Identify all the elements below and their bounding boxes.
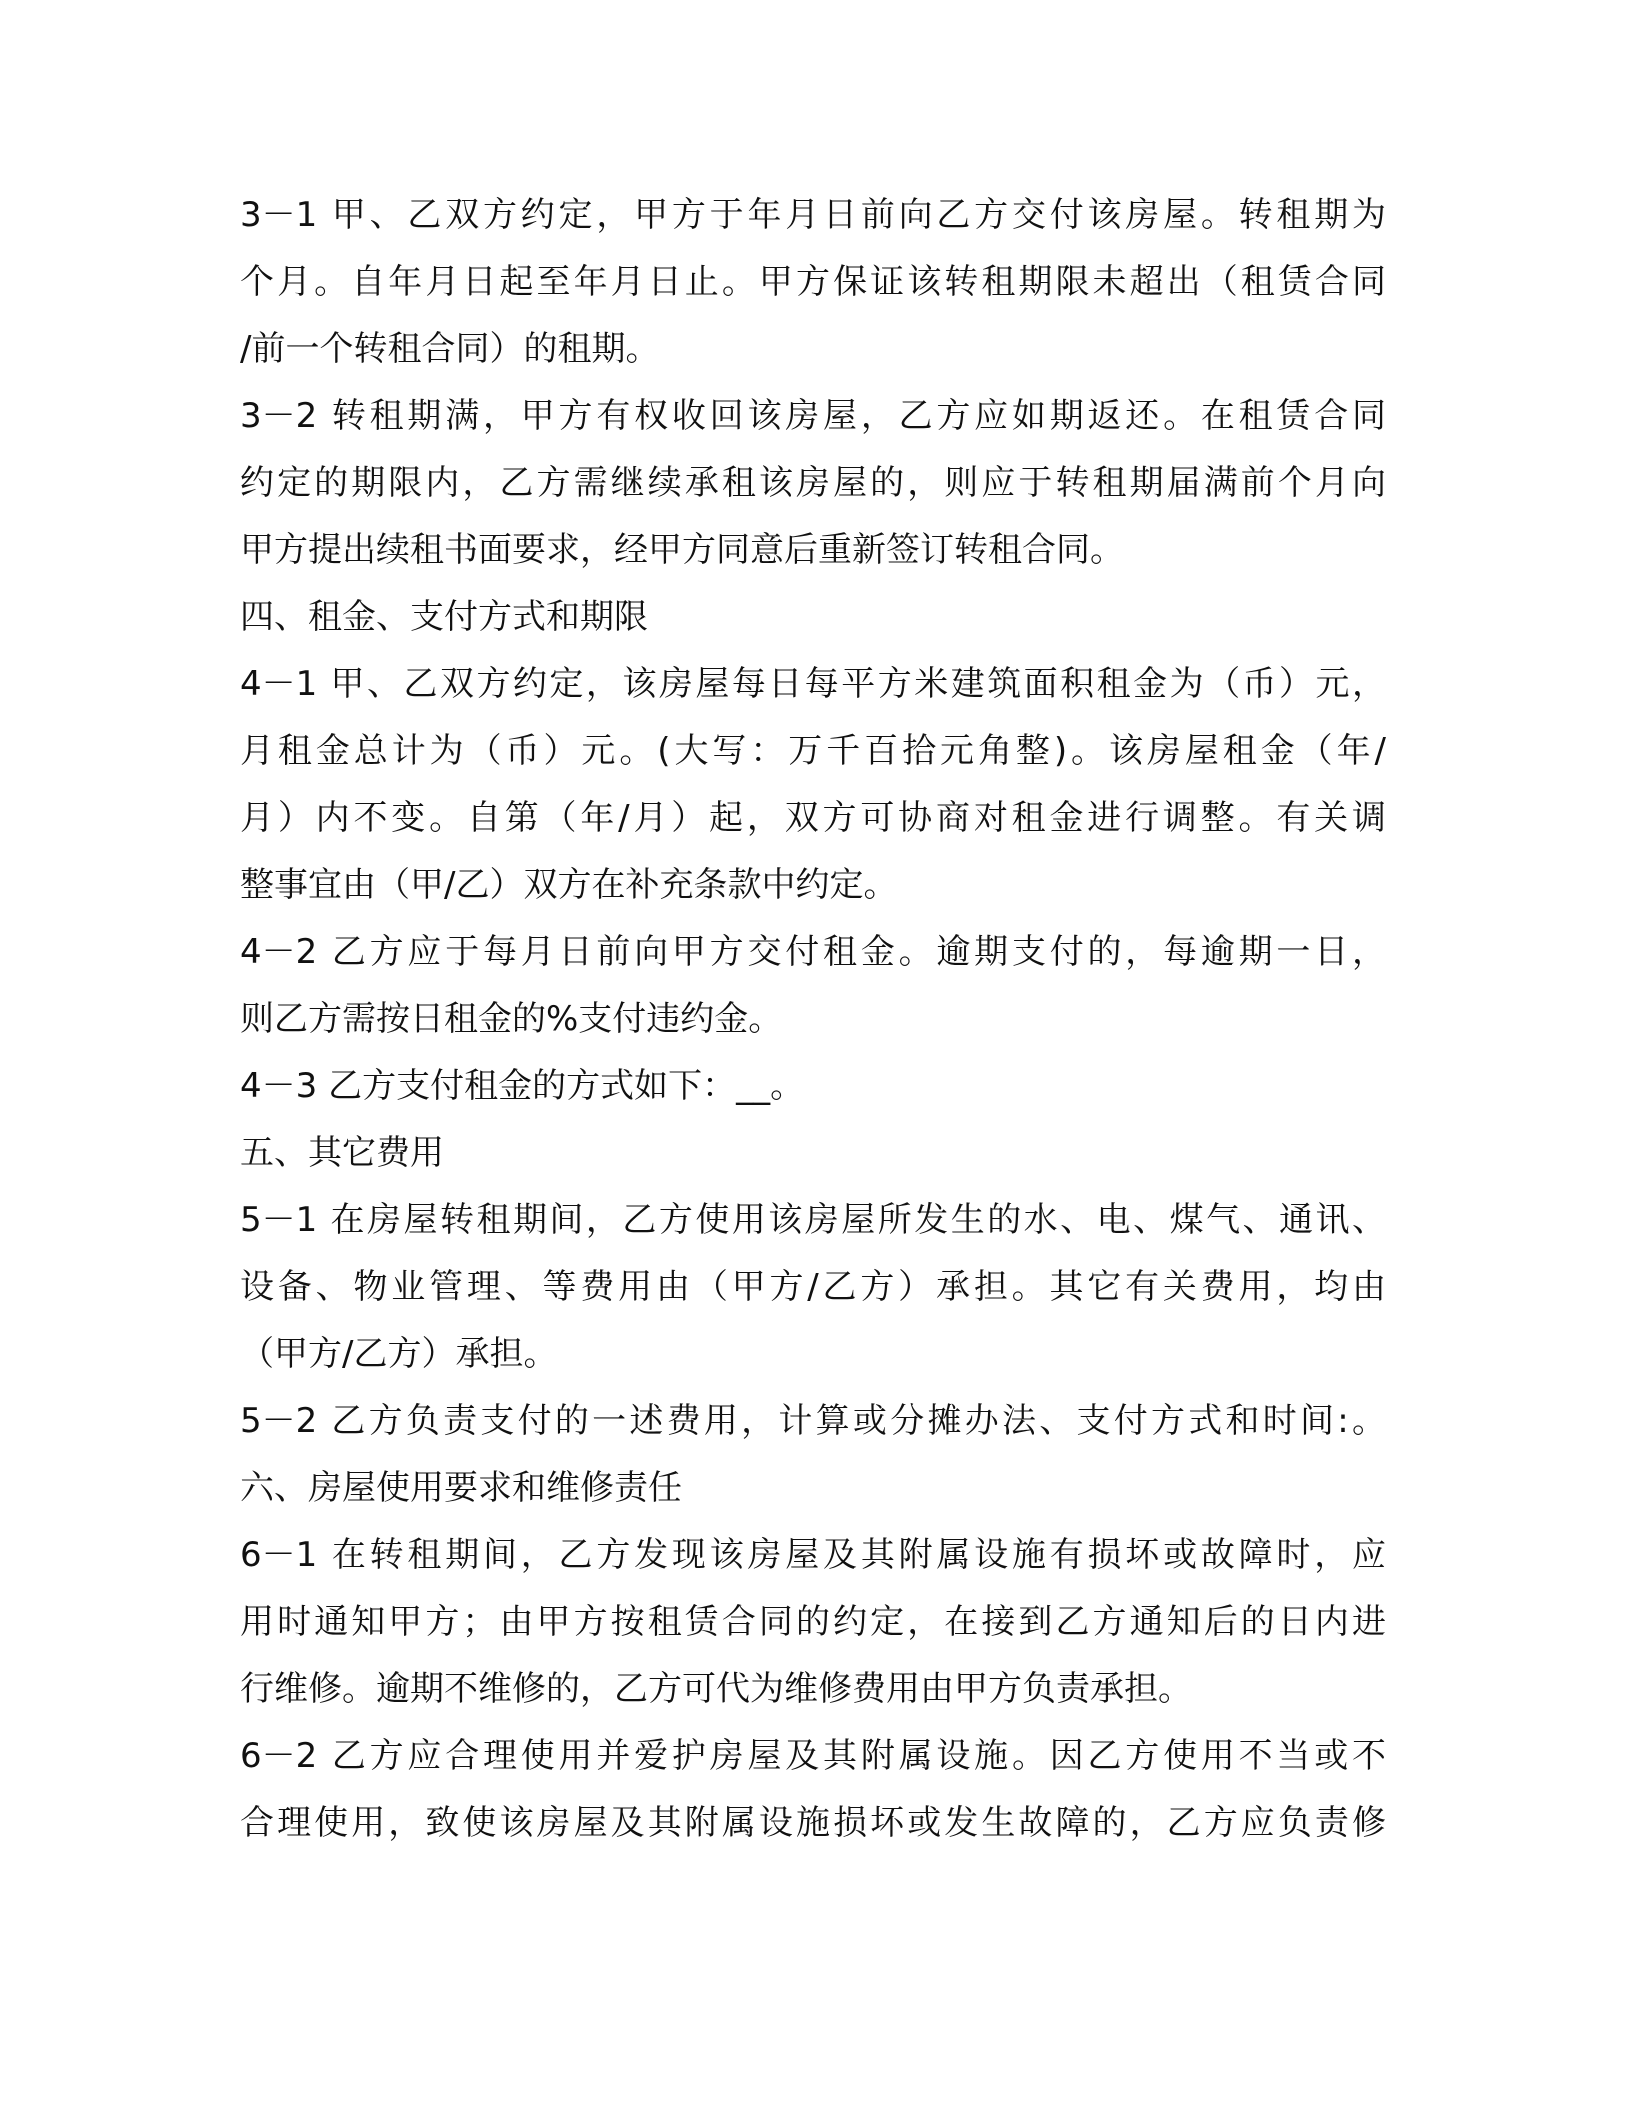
text-line: 行维修。逾期不维修的，乙方可代为维修费用由甲方负责承担。 (240, 1669, 1192, 1709)
text-line: 个月。自年月日起至年月日止。甲方保证该转租期限未超出（租赁合同 (240, 262, 1386, 302)
text-line: 5－1 在房屋转租期间，乙方使用该房屋所发生的水、电、煤气、通讯、 (240, 1200, 1386, 1240)
text-line: 整事宜由（甲/乙）双方在补充条款中约定。 (240, 865, 898, 905)
text-line: 合理使用，致使该房屋及其附属设施损坏或发生故障的，乙方应负责修 (240, 1803, 1386, 1843)
text-line: 月）内不变。自第（年/月）起，双方可协商对租金进行调整。有关调 (240, 798, 1386, 838)
text-line: /前一个转租合同）的租期。 (240, 329, 660, 369)
text-line: 4－2 乙方应于每月日前向甲方交付租金。逾期支付的，每逾期一日， (240, 932, 1386, 972)
text-line: 月租金总计为（币）元。(大写：万千百拾元角整)。该房屋租金（年/ (240, 731, 1386, 771)
section-heading: 五、其它费用 (240, 1133, 444, 1173)
text-line: 5－2 乙方负责支付的一述费用，计算或分摊办法、支付方式和时间:。 (240, 1401, 1386, 1441)
text-line: 6－1 在转租期间，乙方发现该房屋及其附属设施有损坏或故障时，应 (240, 1535, 1386, 1575)
section-heading: 六、房屋使用要求和维修责任 (240, 1468, 682, 1508)
text-line: 3－1 甲、乙双方约定，甲方于年月日前向乙方交付该房屋。转租期为 (240, 195, 1386, 235)
text-line: （甲方/乙方）承担。 (240, 1334, 558, 1374)
text-line: 约定的期限内，乙方需继续承租该房屋的，则应于转租期届满前个月向 (240, 463, 1386, 503)
text-line: 4－3 乙方支付租金的方式如下：__。 (240, 1066, 805, 1106)
text-line: 甲方提出续租书面要求，经甲方同意后重新签订转租合同。 (240, 530, 1124, 570)
text-line: 设备、物业管理、等费用由（甲方/乙方）承担。其它有关费用，均由 (240, 1267, 1386, 1307)
contract-text (240, 182, 1386, 1857)
text-line: 4－1 甲、乙双方约定，该房屋每日每平方米建筑面积租金为（币）元， (240, 664, 1386, 704)
text-line: 6－2 乙方应合理使用并爱护房屋及其附属设施。因乙方使用不当或不 (240, 1736, 1386, 1776)
text-line: 3－2 转租期满，甲方有权收回该房屋，乙方应如期返还。在租赁合同 (240, 396, 1386, 436)
text-line: 则乙方需按日租金的%支付违约金。 (240, 999, 783, 1039)
section-heading: 四、租金、支付方式和期限 (240, 597, 648, 637)
text-line: 用时通知甲方；由甲方按租赁合同的约定，在接到乙方通知后的日内进 (240, 1602, 1386, 1642)
